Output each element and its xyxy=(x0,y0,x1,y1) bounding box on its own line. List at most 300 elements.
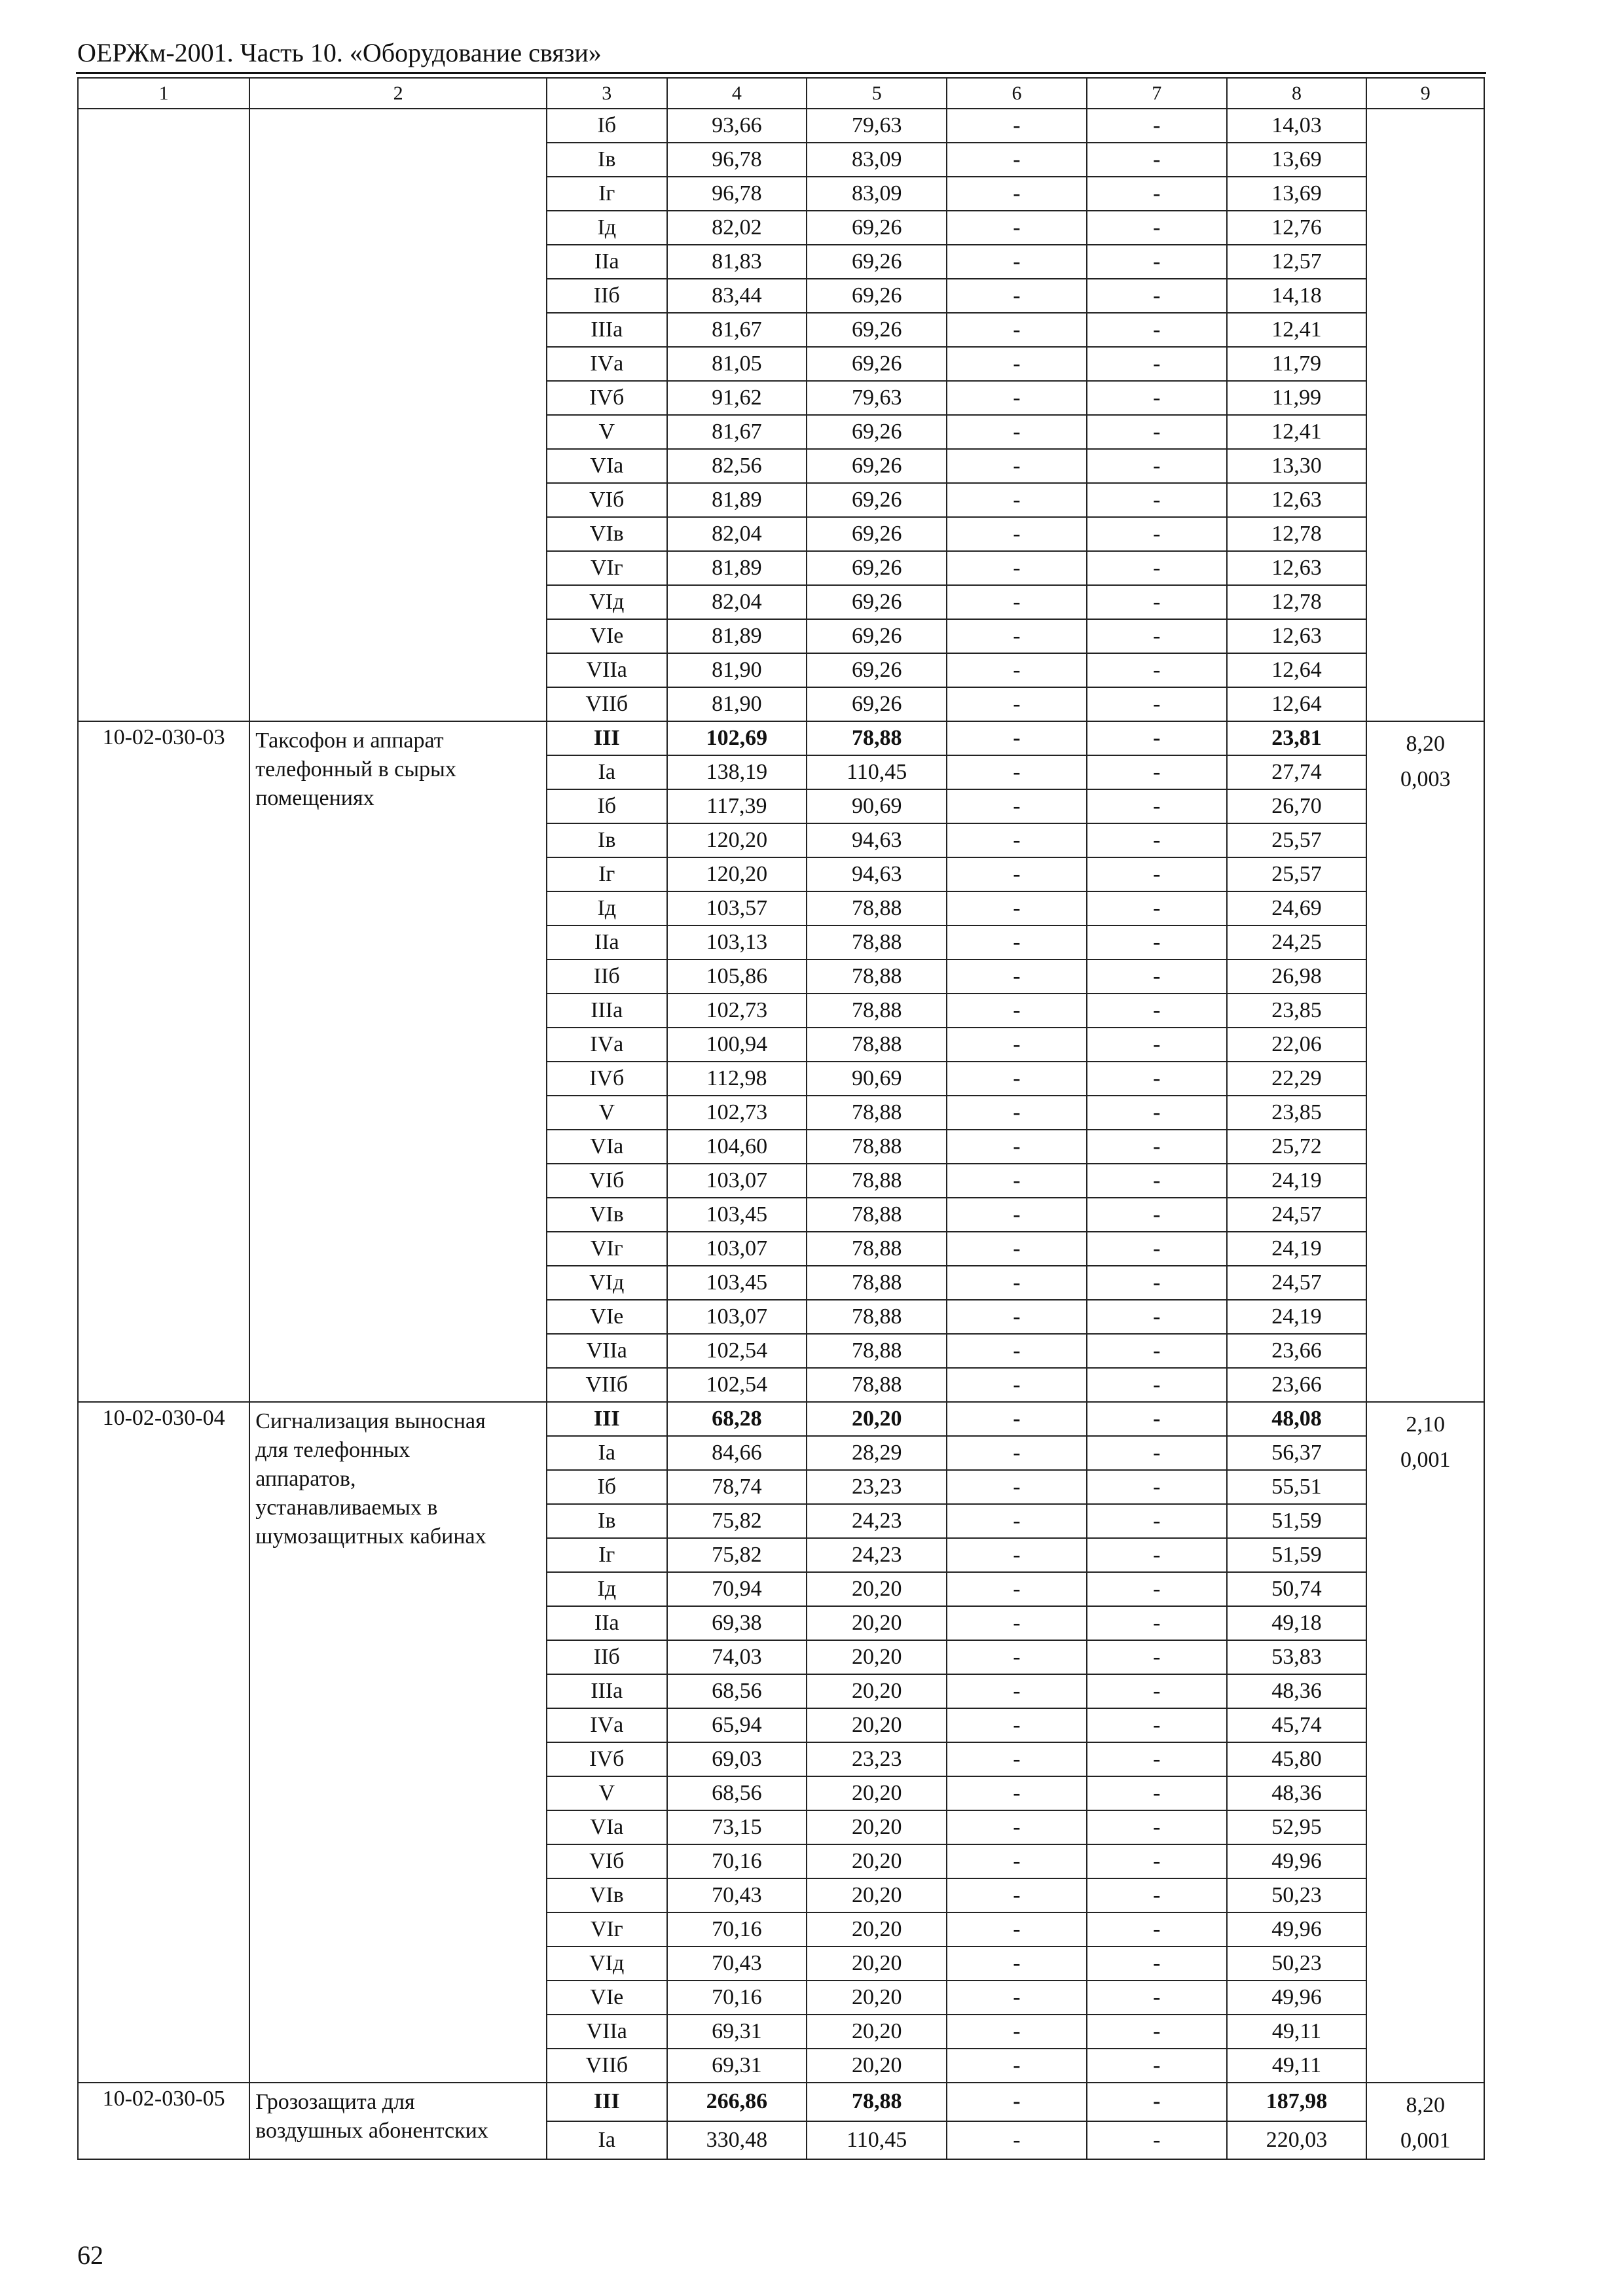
wage-cell: 20,20 xyxy=(807,1776,947,1810)
machinist-wage-cell: - xyxy=(1087,721,1227,755)
material-cell: 50,23 xyxy=(1227,1946,1367,1981)
machinist-wage-cell: - xyxy=(1087,313,1227,347)
rate-class-cell: VIд xyxy=(547,1266,667,1300)
material-cell: 24,19 xyxy=(1227,1232,1367,1266)
rate-class-cell: Iг xyxy=(547,177,667,211)
rate-class-cell: IIб xyxy=(547,1640,667,1674)
wage-cell: 20,20 xyxy=(807,2015,947,2049)
machine-cell: - xyxy=(947,211,1087,245)
material-cell: 13,69 xyxy=(1227,177,1367,211)
machinist-wage-cell: - xyxy=(1087,1912,1227,1946)
wage-cell: 78,88 xyxy=(807,1028,947,1062)
machine-cell: - xyxy=(947,585,1087,619)
material-cell: 22,29 xyxy=(1227,1062,1367,1096)
rate-class-cell: VIIа xyxy=(547,2015,667,2049)
machine-cell: - xyxy=(947,1912,1087,1946)
material-cell: 220,03 xyxy=(1227,2121,1367,2160)
machine-cell: - xyxy=(947,789,1087,823)
material-cell: 27,74 xyxy=(1227,755,1367,789)
machine-cell: - xyxy=(947,1164,1087,1198)
cost-total-cell: 120,20 xyxy=(667,857,807,891)
machinist-wage-cell: - xyxy=(1087,1232,1227,1266)
machinist-wage-cell: - xyxy=(1087,925,1227,960)
rate-class-cell: VIг xyxy=(547,1912,667,1946)
wage-cell: 69,26 xyxy=(807,279,947,313)
work-name-cell: Таксофон и аппарат телефонный в сырых помещениях xyxy=(249,721,547,1402)
wage-cell: 69,26 xyxy=(807,483,947,517)
wage-cell: 78,88 xyxy=(807,1300,947,1334)
column-number: 9 xyxy=(1366,78,1484,109)
rate-class-cell: Iа xyxy=(547,1436,667,1470)
rate-class-cell: Iб xyxy=(547,789,667,823)
cost-total-cell: 82,04 xyxy=(667,585,807,619)
machine-cell: - xyxy=(947,1640,1087,1674)
rate-class-cell: IIб xyxy=(547,279,667,313)
machinist-wage-cell: - xyxy=(1087,1198,1227,1232)
rate-class-cell: V xyxy=(547,415,667,449)
machine-cell: - xyxy=(947,1300,1087,1334)
machinist-wage-cell: - xyxy=(1087,1402,1227,1436)
material-cell: 53,83 xyxy=(1227,1640,1367,1674)
material-cell: 24,69 xyxy=(1227,891,1367,925)
cost-total-cell: 69,38 xyxy=(667,1606,807,1640)
column-number: 1 xyxy=(78,78,249,109)
material-cell: 49,96 xyxy=(1227,1981,1367,2015)
machinist-wage-cell: - xyxy=(1087,1470,1227,1504)
cost-total-cell: 138,19 xyxy=(667,755,807,789)
material-cell: 12,41 xyxy=(1227,415,1367,449)
rate-class-cell: IVб xyxy=(547,381,667,415)
material-cell: 24,57 xyxy=(1227,1198,1367,1232)
column-number: 2 xyxy=(249,78,547,109)
cost-total-cell: 102,73 xyxy=(667,1096,807,1130)
machine-cell: - xyxy=(947,891,1087,925)
machine-cell: - xyxy=(947,143,1087,177)
table-row xyxy=(78,1402,1484,1436)
machine-cell: - xyxy=(947,517,1087,551)
machinist-wage-cell: - xyxy=(1087,1572,1227,1606)
material-cell: 23,66 xyxy=(1227,1368,1367,1402)
wage-cell: 20,20 xyxy=(807,2049,947,2083)
machine-cell: - xyxy=(947,1538,1087,1572)
material-cell: 51,59 xyxy=(1227,1504,1367,1538)
column-number: 4 xyxy=(667,78,807,109)
rate-class-cell: Iг xyxy=(547,857,667,891)
rate-class-cell: IIа xyxy=(547,1606,667,1640)
labor-cost-cell: 8,20 0,003 xyxy=(1366,721,1484,1402)
wage-cell: 78,88 xyxy=(807,1266,947,1300)
machine-cell: - xyxy=(947,177,1087,211)
machinist-wage-cell: - xyxy=(1087,143,1227,177)
material-cell: 24,25 xyxy=(1227,925,1367,960)
machinist-wage-cell: - xyxy=(1087,1504,1227,1538)
wage-cell: 20,20 xyxy=(807,1606,947,1640)
machinist-wage-cell: - xyxy=(1087,483,1227,517)
rate-class-cell: Iд xyxy=(547,891,667,925)
cost-total-cell: 70,16 xyxy=(667,1912,807,1946)
material-cell: 23,81 xyxy=(1227,721,1367,755)
cost-total-cell: 69,31 xyxy=(667,2049,807,2083)
cost-total-cell: 81,83 xyxy=(667,245,807,279)
cost-total-cell: 100,94 xyxy=(667,1028,807,1062)
wage-cell: 78,88 xyxy=(807,2083,947,2121)
machine-cell: - xyxy=(947,1776,1087,1810)
rate-class-cell: IIIа xyxy=(547,994,667,1028)
machinist-wage-cell: - xyxy=(1087,653,1227,687)
labor-cost-cell: 8,20 0,001 xyxy=(1366,2083,1484,2159)
machine-cell: - xyxy=(947,109,1087,143)
wage-cell: 78,88 xyxy=(807,1368,947,1402)
wage-cell: 69,26 xyxy=(807,619,947,653)
wage-cell: 83,09 xyxy=(807,177,947,211)
machine-cell: - xyxy=(947,994,1087,1028)
wage-cell: 94,63 xyxy=(807,823,947,857)
wage-cell: 69,26 xyxy=(807,211,947,245)
machinist-wage-cell: - xyxy=(1087,994,1227,1028)
header-rule xyxy=(76,72,1486,74)
cost-total-cell: 70,43 xyxy=(667,1946,807,1981)
rate-class-cell: III xyxy=(547,721,667,755)
column-number: 7 xyxy=(1087,78,1227,109)
rate-code-cell: 10-02-030-05 xyxy=(78,2083,249,2159)
wage-cell: 69,26 xyxy=(807,517,947,551)
page-header-title: ОЕРЖм-2001. Часть 10. «Оборудование связи» xyxy=(77,38,602,67)
material-cell: 51,59 xyxy=(1227,1538,1367,1572)
machine-cell: - xyxy=(947,449,1087,483)
machine-cell: - xyxy=(947,1096,1087,1130)
wage-cell: 69,26 xyxy=(807,449,947,483)
rate-class-cell: VIIб xyxy=(547,687,667,721)
wage-cell: 69,26 xyxy=(807,245,947,279)
machinist-wage-cell: - xyxy=(1087,891,1227,925)
wage-cell: 20,20 xyxy=(807,1878,947,1912)
machinist-wage-cell: - xyxy=(1087,279,1227,313)
material-cell: 12,63 xyxy=(1227,551,1367,585)
machinist-wage-cell: - xyxy=(1087,2083,1227,2121)
cost-total-cell: 103,57 xyxy=(667,891,807,925)
rate-class-cell: Iа xyxy=(547,755,667,789)
work-name-cell: Сигнализация выносная для телефонных аппаратов, устанавливаемых в шумозащитных кабинах xyxy=(249,1402,547,2083)
wage-cell: 20,20 xyxy=(807,1981,947,2015)
cost-total-cell: 81,89 xyxy=(667,483,807,517)
column-number: 8 xyxy=(1227,78,1367,109)
machinist-wage-cell: - xyxy=(1087,1776,1227,1810)
rate-class-cell: IIIа xyxy=(547,313,667,347)
material-cell: 12,63 xyxy=(1227,483,1367,517)
machine-cell: - xyxy=(947,1981,1087,2015)
rate-class-cell: VIб xyxy=(547,1844,667,1878)
material-cell: 187,98 xyxy=(1227,2083,1367,2121)
rate-code-cell xyxy=(78,109,249,721)
machinist-wage-cell: - xyxy=(1087,1878,1227,1912)
rate-class-cell: Iг xyxy=(547,1538,667,1572)
wage-cell: 20,20 xyxy=(807,1572,947,1606)
material-cell: 25,57 xyxy=(1227,857,1367,891)
machine-cell: - xyxy=(947,313,1087,347)
cost-total-cell: 103,13 xyxy=(667,925,807,960)
wage-cell: 20,20 xyxy=(807,1708,947,1742)
machinist-wage-cell: - xyxy=(1087,517,1227,551)
cost-total-cell: 81,90 xyxy=(667,653,807,687)
machinist-wage-cell: - xyxy=(1087,755,1227,789)
wage-cell: 83,09 xyxy=(807,143,947,177)
cost-total-cell: 96,78 xyxy=(667,177,807,211)
table-row xyxy=(78,109,1484,143)
machinist-wage-cell: - xyxy=(1087,1334,1227,1368)
labor-cost-cell xyxy=(1366,109,1484,721)
cost-total-cell: 91,62 xyxy=(667,381,807,415)
cost-total-cell: 81,05 xyxy=(667,347,807,381)
machinist-wage-cell: - xyxy=(1087,347,1227,381)
machine-cell: - xyxy=(947,1606,1087,1640)
cost-total-cell: 81,67 xyxy=(667,415,807,449)
machine-cell: - xyxy=(947,1878,1087,1912)
rate-class-cell: IIIа xyxy=(547,1674,667,1708)
rate-class-cell: VIIб xyxy=(547,1368,667,1402)
table-row xyxy=(78,2083,1484,2121)
cost-total-cell: 103,07 xyxy=(667,1300,807,1334)
machinist-wage-cell: - xyxy=(1087,1266,1227,1300)
column-number-row xyxy=(78,78,1484,109)
cost-total-cell: 70,16 xyxy=(667,1844,807,1878)
rate-class-cell: VIа xyxy=(547,449,667,483)
machinist-wage-cell: - xyxy=(1087,1640,1227,1674)
machinist-wage-cell: - xyxy=(1087,381,1227,415)
cost-total-cell: 68,28 xyxy=(667,1402,807,1436)
rate-class-cell: IVб xyxy=(547,1742,667,1776)
machine-cell: - xyxy=(947,925,1087,960)
material-cell: 12,57 xyxy=(1227,245,1367,279)
rate-class-cell: V xyxy=(547,1776,667,1810)
cost-total-cell: 82,04 xyxy=(667,517,807,551)
material-cell: 50,74 xyxy=(1227,1572,1367,1606)
material-cell: 50,23 xyxy=(1227,1878,1367,1912)
wage-cell: 28,29 xyxy=(807,1436,947,1470)
work-name-cell xyxy=(249,109,547,721)
material-cell: 12,41 xyxy=(1227,313,1367,347)
machinist-wage-cell: - xyxy=(1087,687,1227,721)
material-cell: 23,85 xyxy=(1227,994,1367,1028)
cost-total-cell: 117,39 xyxy=(667,789,807,823)
machine-cell: - xyxy=(947,857,1087,891)
material-cell: 49,18 xyxy=(1227,1606,1367,1640)
cost-total-cell: 75,82 xyxy=(667,1538,807,1572)
machinist-wage-cell: - xyxy=(1087,2015,1227,2049)
page-number: 62 xyxy=(77,2240,103,2270)
cost-total-cell: 81,89 xyxy=(667,551,807,585)
cost-total-cell: 102,69 xyxy=(667,721,807,755)
rates-table xyxy=(77,77,1485,2160)
machinist-wage-cell: - xyxy=(1087,1742,1227,1776)
wage-cell: 79,63 xyxy=(807,381,947,415)
wage-cell: 78,88 xyxy=(807,1334,947,1368)
machinist-wage-cell: - xyxy=(1087,1810,1227,1844)
wage-cell: 69,26 xyxy=(807,347,947,381)
rate-class-cell: VIг xyxy=(547,1232,667,1266)
rate-class-cell: VIа xyxy=(547,1810,667,1844)
cost-total-cell: 120,20 xyxy=(667,823,807,857)
material-cell: 14,03 xyxy=(1227,109,1367,143)
rate-class-cell: VIб xyxy=(547,1164,667,1198)
machine-cell: - xyxy=(947,279,1087,313)
rate-class-cell: VIIб xyxy=(547,2049,667,2083)
table-row xyxy=(78,721,1484,755)
material-cell: 22,06 xyxy=(1227,1028,1367,1062)
cost-total-cell: 70,94 xyxy=(667,1572,807,1606)
rate-class-cell: IVа xyxy=(547,1708,667,1742)
wage-cell: 94,63 xyxy=(807,857,947,891)
machine-cell: - xyxy=(947,1062,1087,1096)
wage-cell: 24,23 xyxy=(807,1504,947,1538)
cost-total-cell: 81,67 xyxy=(667,313,807,347)
machine-cell: - xyxy=(947,483,1087,517)
machinist-wage-cell: - xyxy=(1087,1062,1227,1096)
machine-cell: - xyxy=(947,1334,1087,1368)
wage-cell: 69,26 xyxy=(807,687,947,721)
machinist-wage-cell: - xyxy=(1087,1606,1227,1640)
machinist-wage-cell: - xyxy=(1087,1708,1227,1742)
material-cell: 49,11 xyxy=(1227,2049,1367,2083)
cost-total-cell: 102,54 xyxy=(667,1334,807,1368)
cost-total-cell: 68,56 xyxy=(667,1674,807,1708)
material-cell: 48,36 xyxy=(1227,1776,1367,1810)
wage-cell: 110,45 xyxy=(807,2121,947,2160)
material-cell: 13,69 xyxy=(1227,143,1367,177)
work-name-cell: Грозозащита для воздушных абонентских xyxy=(249,2083,547,2159)
machine-cell: - xyxy=(947,1368,1087,1402)
machine-cell: - xyxy=(947,1742,1087,1776)
machinist-wage-cell: - xyxy=(1087,585,1227,619)
machine-cell: - xyxy=(947,347,1087,381)
machinist-wage-cell: - xyxy=(1087,415,1227,449)
wage-cell: 78,88 xyxy=(807,960,947,994)
material-cell: 23,85 xyxy=(1227,1096,1367,1130)
machine-cell: - xyxy=(947,1572,1087,1606)
rate-class-cell: Iа xyxy=(547,2121,667,2160)
rate-class-cell: VIг xyxy=(547,551,667,585)
rate-class-cell: III xyxy=(547,2083,667,2121)
cost-total-cell: 104,60 xyxy=(667,1130,807,1164)
cost-total-cell: 82,02 xyxy=(667,211,807,245)
machine-cell: - xyxy=(947,653,1087,687)
machine-cell: - xyxy=(947,381,1087,415)
rate-class-cell: Iв xyxy=(547,143,667,177)
rate-class-cell: Iд xyxy=(547,1572,667,1606)
rate-class-cell: VIд xyxy=(547,585,667,619)
cost-total-cell: 266,86 xyxy=(667,2083,807,2121)
machine-cell: - xyxy=(947,1470,1087,1504)
material-cell: 48,08 xyxy=(1227,1402,1367,1436)
machine-cell: - xyxy=(947,415,1087,449)
rate-class-cell: Iв xyxy=(547,823,667,857)
machine-cell: - xyxy=(947,619,1087,653)
machinist-wage-cell: - xyxy=(1087,857,1227,891)
machine-cell: - xyxy=(947,2049,1087,2083)
wage-cell: 20,20 xyxy=(807,1946,947,1981)
wage-cell: 90,69 xyxy=(807,1062,947,1096)
machinist-wage-cell: - xyxy=(1087,1096,1227,1130)
wage-cell: 69,26 xyxy=(807,585,947,619)
wage-cell: 78,88 xyxy=(807,925,947,960)
machinist-wage-cell: - xyxy=(1087,551,1227,585)
material-cell: 12,76 xyxy=(1227,211,1367,245)
machine-cell: - xyxy=(947,2015,1087,2049)
machinist-wage-cell: - xyxy=(1087,1300,1227,1334)
material-cell: 26,70 xyxy=(1227,789,1367,823)
labor-cost-cell: 2,10 0,001 xyxy=(1366,1402,1484,2083)
wage-cell: 78,88 xyxy=(807,1164,947,1198)
machine-cell: - xyxy=(947,1232,1087,1266)
machine-cell: - xyxy=(947,1130,1087,1164)
wage-cell: 20,20 xyxy=(807,1640,947,1674)
cost-total-cell: 65,94 xyxy=(667,1708,807,1742)
cost-total-cell: 103,45 xyxy=(667,1198,807,1232)
rate-class-cell: VIв xyxy=(547,1198,667,1232)
cost-total-cell: 74,03 xyxy=(667,1640,807,1674)
rate-class-cell: VIе xyxy=(547,1981,667,2015)
machinist-wage-cell: - xyxy=(1087,1674,1227,1708)
machine-cell: - xyxy=(947,2121,1087,2160)
machine-cell: - xyxy=(947,551,1087,585)
material-cell: 56,37 xyxy=(1227,1436,1367,1470)
cost-total-cell: 68,56 xyxy=(667,1776,807,1810)
material-cell: 12,64 xyxy=(1227,687,1367,721)
material-cell: 45,80 xyxy=(1227,1742,1367,1776)
machinist-wage-cell: - xyxy=(1087,245,1227,279)
rate-class-cell: III xyxy=(547,1402,667,1436)
material-cell: 25,72 xyxy=(1227,1130,1367,1164)
rate-class-cell: VIа xyxy=(547,1130,667,1164)
material-cell: 25,57 xyxy=(1227,823,1367,857)
machinist-wage-cell: - xyxy=(1087,1164,1227,1198)
material-cell: 48,36 xyxy=(1227,1674,1367,1708)
material-cell: 12,64 xyxy=(1227,653,1367,687)
machine-cell: - xyxy=(947,245,1087,279)
cost-total-cell: 70,43 xyxy=(667,1878,807,1912)
wage-cell: 23,23 xyxy=(807,1470,947,1504)
material-cell: 49,96 xyxy=(1227,1844,1367,1878)
wage-cell: 69,26 xyxy=(807,551,947,585)
wage-cell: 69,26 xyxy=(807,313,947,347)
cost-total-cell: 102,73 xyxy=(667,994,807,1028)
cost-total-cell: 82,56 xyxy=(667,449,807,483)
rate-class-cell: IVа xyxy=(547,1028,667,1062)
material-cell: 49,96 xyxy=(1227,1912,1367,1946)
machine-cell: - xyxy=(947,1402,1087,1436)
material-cell: 49,11 xyxy=(1227,2015,1367,2049)
cost-total-cell: 83,44 xyxy=(667,279,807,313)
material-cell: 12,78 xyxy=(1227,585,1367,619)
machinist-wage-cell: - xyxy=(1087,1844,1227,1878)
machine-cell: - xyxy=(947,687,1087,721)
machinist-wage-cell: - xyxy=(1087,1436,1227,1470)
material-cell: 11,99 xyxy=(1227,381,1367,415)
machine-cell: - xyxy=(947,1674,1087,1708)
cost-total-cell: 69,31 xyxy=(667,2015,807,2049)
machine-cell: - xyxy=(947,755,1087,789)
machinist-wage-cell: - xyxy=(1087,960,1227,994)
machine-cell: - xyxy=(947,1504,1087,1538)
machine-cell: - xyxy=(947,1708,1087,1742)
rate-class-cell: IIб xyxy=(547,960,667,994)
wage-cell: 78,88 xyxy=(807,1198,947,1232)
material-cell: 24,57 xyxy=(1227,1266,1367,1300)
machine-cell: - xyxy=(947,1844,1087,1878)
rate-class-cell: VIе xyxy=(547,619,667,653)
rate-class-cell: Iб xyxy=(547,109,667,143)
cost-total-cell: 84,66 xyxy=(667,1436,807,1470)
wage-cell: 78,88 xyxy=(807,1130,947,1164)
